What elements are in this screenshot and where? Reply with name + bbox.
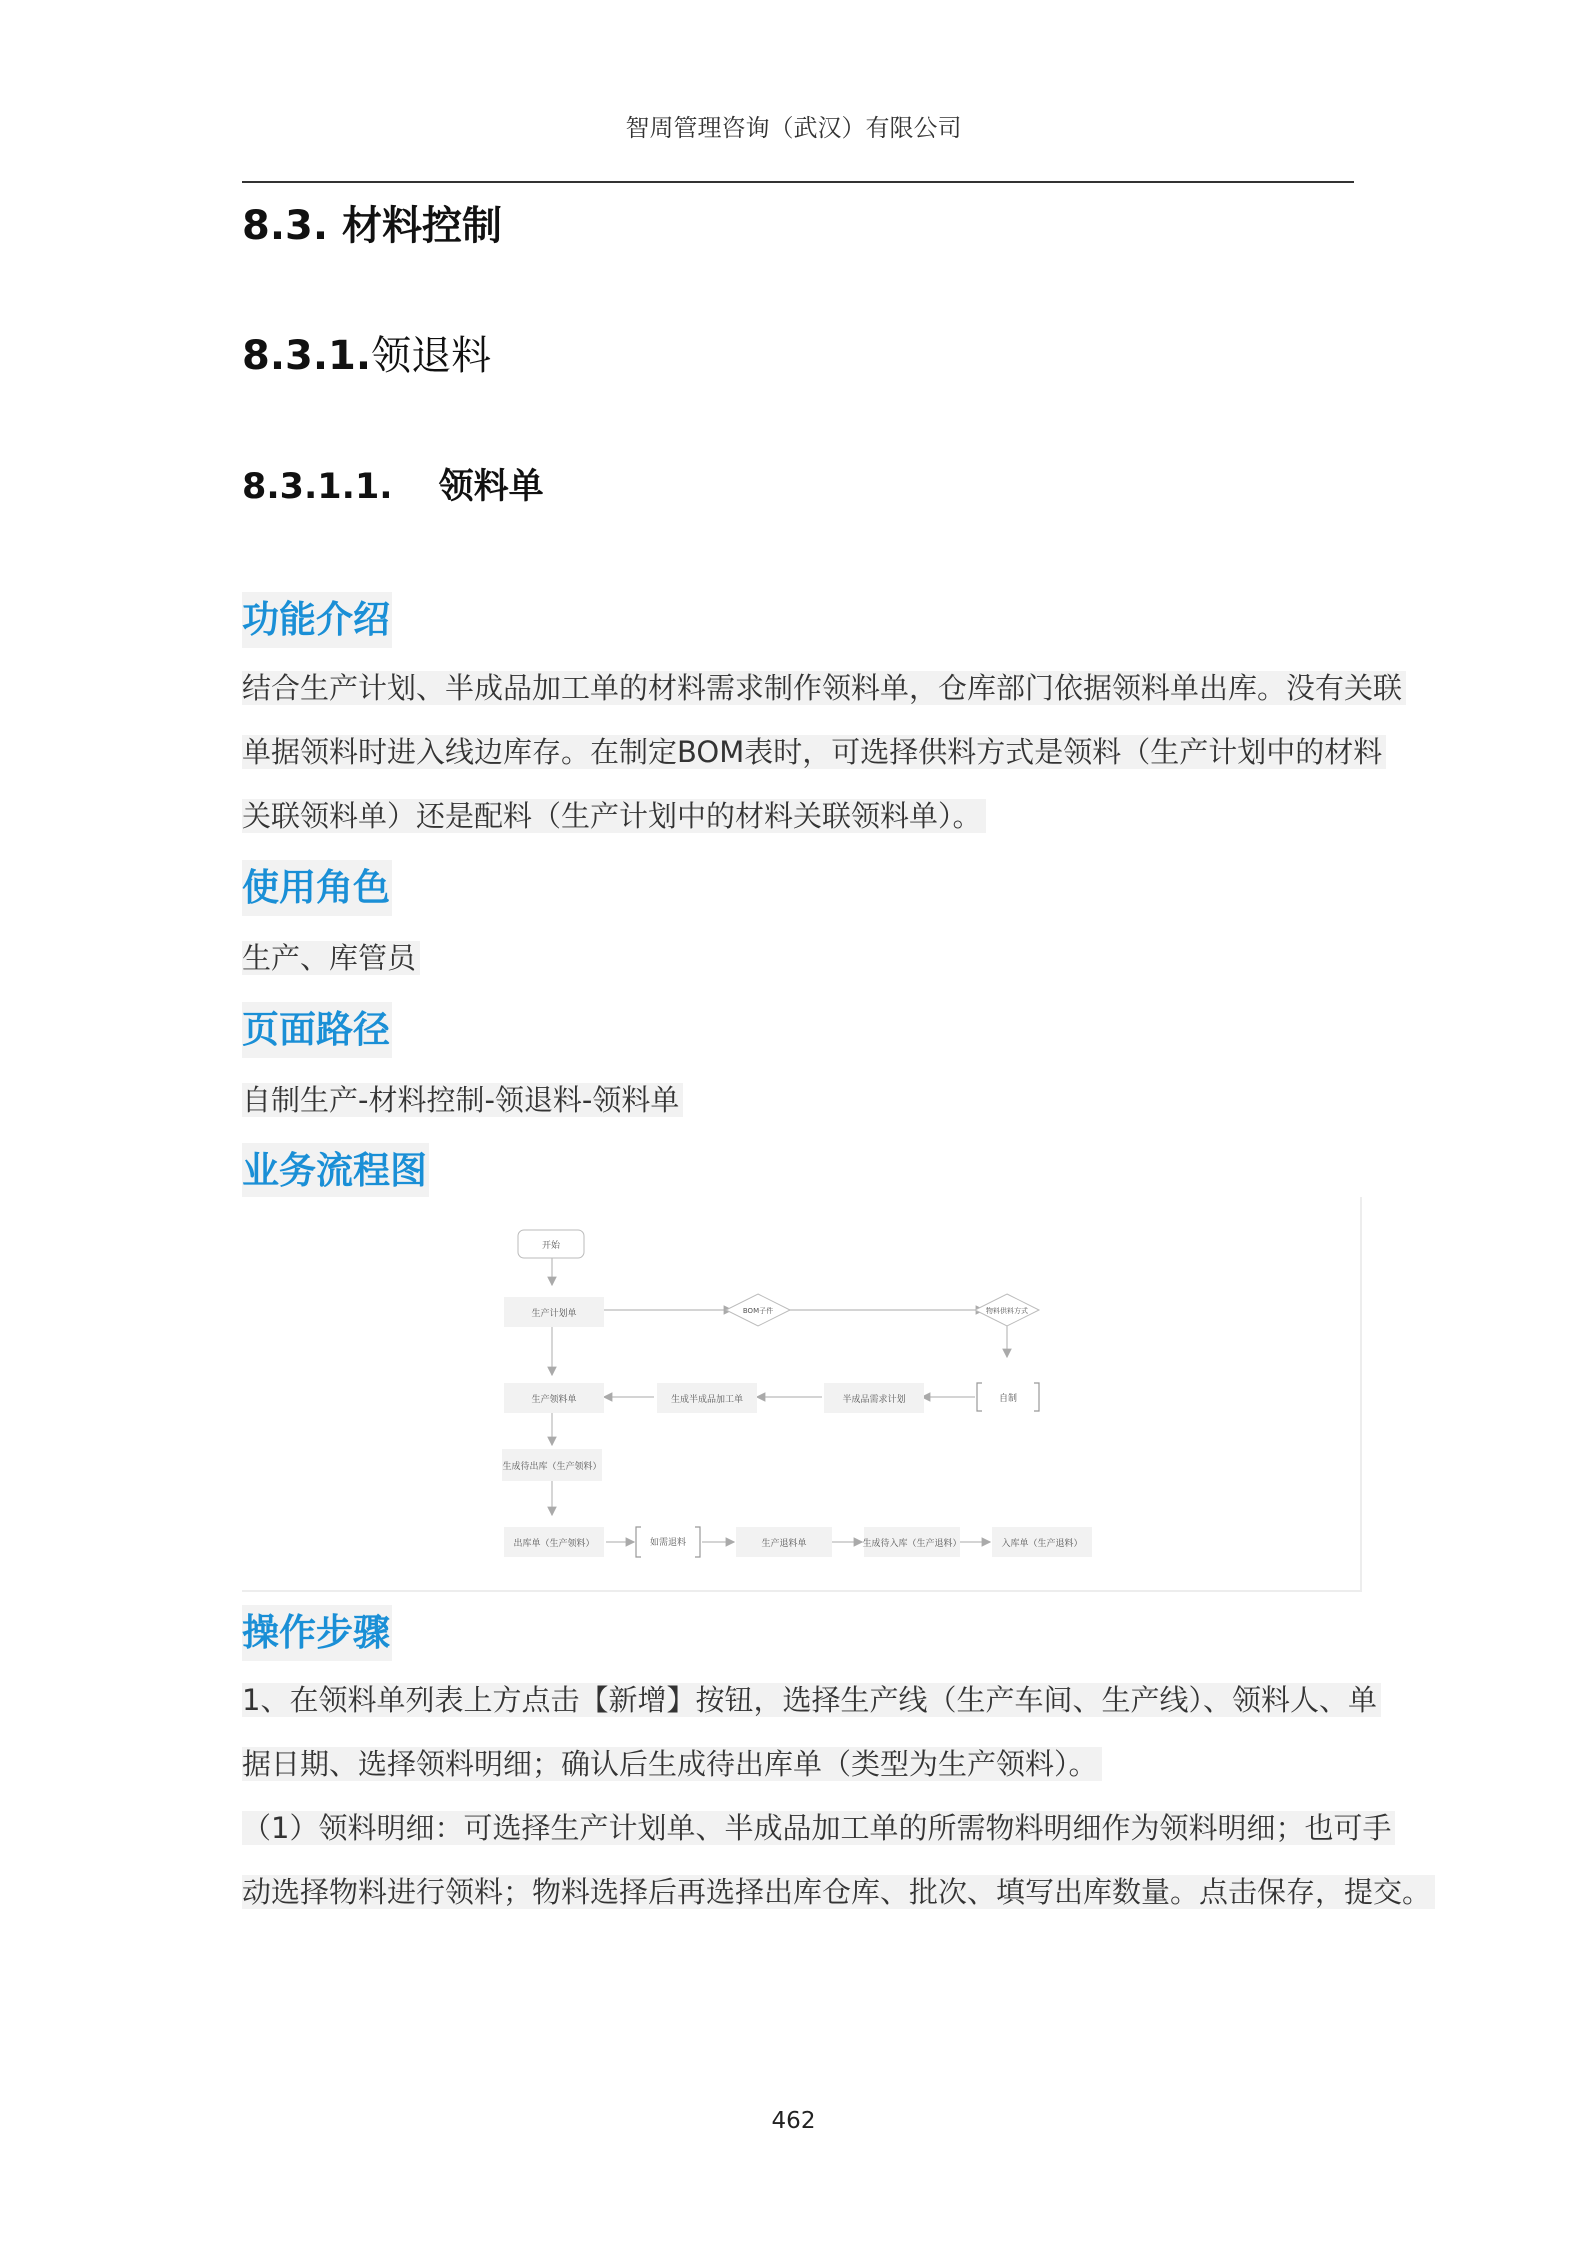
svg-text:生产计划单: 生产计划单 <box>531 1309 577 1319</box>
flow-node-pending-out <box>502 1449 602 1481</box>
heading-text: 领料单 <box>438 467 544 507</box>
heading-number: 8.3.1.1. <box>242 467 393 507</box>
flow-node-semi-demand <box>824 1383 924 1413</box>
heading-8-3-1 <box>242 324 491 381</box>
svg-text:生产退料单: 生产退料单 <box>761 1539 807 1549</box>
paragraph-line: 关联领料单）还是配料（生产计划中的材料关联领料单）。 <box>242 792 1406 840</box>
path-paragraph <box>242 1076 683 1140</box>
flow-node-bom <box>726 1294 790 1326</box>
section-title-roles: 使用角色 <box>242 860 392 916</box>
steps-paragraph <box>242 1676 1435 1932</box>
header-rule <box>242 181 1354 183</box>
flow-node-pick <box>504 1383 604 1413</box>
flow-node-out-order <box>504 1527 604 1557</box>
flow-node-self-made <box>977 1383 1039 1411</box>
page-number: 462 <box>771 2108 816 2134</box>
paragraph-line: 据日期、选择领料明细；确认后生成待出库单（类型为生产领料）。 <box>242 1740 1435 1788</box>
intro-paragraph <box>242 664 1406 856</box>
section-title-steps: 操作步骤 <box>242 1605 392 1661</box>
paragraph-line: 结合生产计划、半成品加工单的材料需求制作领料单，仓库部门依据领料单出库。没有关联 <box>242 664 1406 712</box>
svg-text:BOM子件: BOM子件 <box>742 1307 774 1315</box>
flow-node-supply <box>975 1294 1039 1326</box>
svg-text:自制: 自制 <box>998 1394 1018 1404</box>
flow-node-if-return <box>636 1527 700 1557</box>
paragraph-line: 单据领料时进入线边库存。在制定BOM表时，可选择供料方式是领料（生产计划中的材料 <box>242 728 1406 776</box>
paragraph-line: 自制生产-材料控制-领退料-领料单 <box>242 1076 683 1124</box>
paragraph-line: 动选择物料进行领料；物料选择后再选择出库仓库、批次、填写出库数量。点击保存，提交。 <box>242 1868 1435 1916</box>
heading-8-3: 8.3. 材料控制 <box>242 203 502 249</box>
svg-text:生成待入库（生产退料）: 生成待入库（生产退料） <box>862 1539 962 1549</box>
section-title-intro: 功能介绍 <box>242 592 392 648</box>
svg-text:入库单（生产退料）: 入库单（生产退料） <box>1001 1539 1083 1549</box>
paragraph-line: （1）领料明细：可选择生产计划单、半成品加工单的所需物料明细作为领料明细；也可手 <box>242 1804 1435 1852</box>
heading-number: 8.3.1. <box>242 333 372 379</box>
heading-8-3-1-1 <box>242 459 544 509</box>
flowchart-svg <box>242 1197 1360 1590</box>
business-flowchart <box>242 1197 1362 1592</box>
flow-node-return-order <box>736 1527 832 1557</box>
svg-text:开始: 开始 <box>541 1241 561 1251</box>
flow-node-pending-in <box>862 1527 961 1557</box>
section-title-path: 页面路径 <box>242 1002 392 1058</box>
running-header: 智周管理咨询（武汉）有限公司 <box>625 114 962 142</box>
svg-text:如需退料: 如需退料 <box>649 1538 687 1548</box>
flow-node-in-order <box>992 1527 1092 1557</box>
heading-text: 领退料 <box>371 333 492 379</box>
flow-node-semi-order <box>657 1383 757 1413</box>
roles-paragraph <box>242 934 420 998</box>
paragraph-line: 1、在领料单列表上方点击【新增】按钮，选择生产线（生产车间、生产线）、领料人、单 <box>242 1676 1435 1724</box>
svg-text:半成品需求计划: 半成品需求计划 <box>842 1395 906 1405</box>
svg-text:出库单（生产领料）: 出库单（生产领料） <box>513 1539 595 1549</box>
flow-node-plan <box>504 1297 604 1327</box>
section-title-flow: 业务流程图 <box>242 1143 429 1199</box>
svg-text:物料供料方式: 物料供料方式 <box>986 1307 1028 1315</box>
svg-text:生成待出库（生产领料）: 生成待出库（生产领料） <box>502 1462 602 1472</box>
flow-edges <box>552 1247 1007 1542</box>
flow-node-start <box>518 1230 584 1258</box>
svg-text:生成半成品加工单: 生成半成品加工单 <box>670 1395 744 1405</box>
paragraph-line: 生产、库管员 <box>242 934 420 982</box>
svg-text:生产领料单: 生产领料单 <box>531 1395 577 1405</box>
